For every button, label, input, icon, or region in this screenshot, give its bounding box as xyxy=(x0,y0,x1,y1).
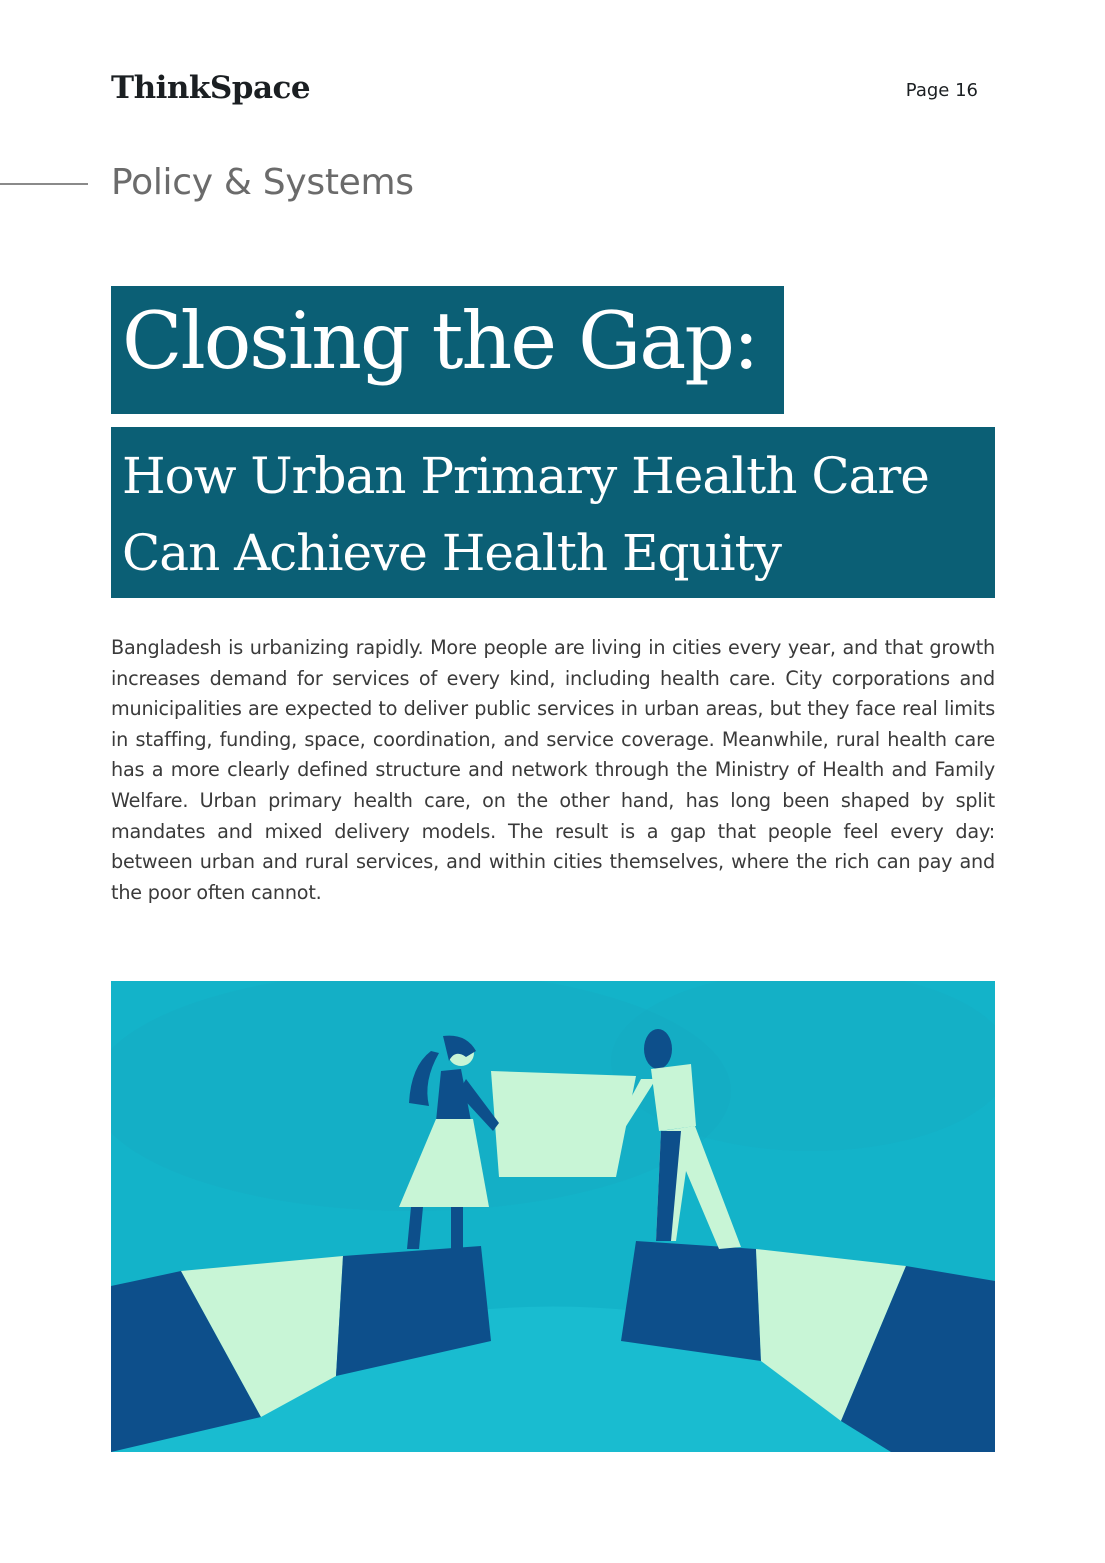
page-number: Page 16 xyxy=(905,80,978,101)
section-divider xyxy=(0,183,88,185)
bridge-illustration xyxy=(111,981,995,1452)
section-label: Policy & Systems xyxy=(111,162,414,203)
subtitle-line-1: How Urban Primary Health Care xyxy=(122,447,929,505)
brand-logo: ThinkSpace xyxy=(111,70,311,106)
article-title: Closing the Gap: xyxy=(122,295,758,387)
article-subtitle xyxy=(122,438,982,592)
article-body: Bangladesh is urbanizing rapidly. More people are living in cities every year, and that growth increases demand for services of every kind, including health care. City corporations and municipalities are expected to deliver public services in urban areas, but they face real limits in staffing, funding, space, coordination, and service coverage. Meanwhile, rural health care has a more clearly defined structure and network through the Ministry of Health and Family Welfare. Urban primary health care, on the other hand, has long been shaped by split mandates and mixed delivery models. The result is a gap that people feel every day: between urban and rural services, and within cities themselves, where the rich can pay and the poor often cannot. xyxy=(111,636,995,904)
subtitle-line-2: Can Achieve Health Equity xyxy=(122,524,782,582)
